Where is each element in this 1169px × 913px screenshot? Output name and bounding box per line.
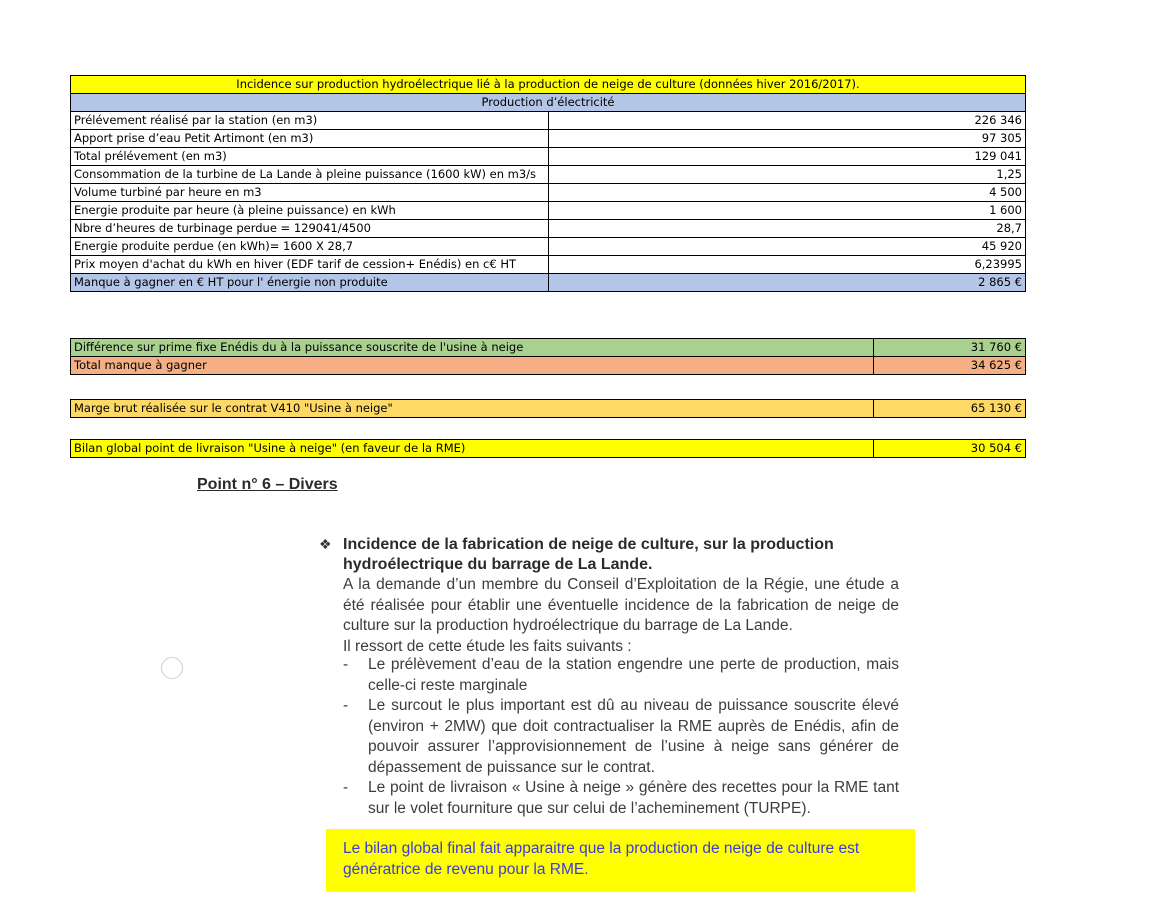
- fact-text: Le prélèvement d’eau de la station engendre une perte de production, mais celle-ci reste marginale: [368, 656, 899, 694]
- table-row: [71, 238, 1026, 256]
- marge-label: Marge brut réalisée sur le contrat V410 "Usine à neige": [71, 400, 874, 418]
- table-section-row: [71, 94, 1026, 112]
- list-item: [343, 655, 899, 696]
- sub-heading: Incidence de la fabrication de neige de culture, sur la production hydroélectrique du barrage de La Lande.: [343, 536, 834, 573]
- row-label: Nbre d’heures de turbinage perdue = 129041/4500: [71, 220, 549, 238]
- bilan-row: [71, 440, 1026, 458]
- diamond-bullet-icon: ❖: [319, 536, 332, 552]
- row-label: Prélévement réalisé par la station (en m3): [71, 112, 549, 130]
- row-value: 4 500: [548, 184, 1026, 202]
- facts-list: [343, 655, 899, 819]
- bilan-label: Bilan global point de livraison "Usine à neige" (en faveur de la RME): [71, 440, 874, 458]
- difference-row: [71, 339, 1026, 357]
- list-item: [343, 778, 899, 819]
- bilan-table: [70, 439, 1026, 458]
- row-value: 28,7: [548, 220, 1026, 238]
- marge-table: [70, 399, 1026, 418]
- row-label: Prix moyen d'achat du kWh en hiver (EDF tarif de cession+ Enédis) en c€ HT: [71, 256, 549, 274]
- total-value: 34 625 €: [874, 357, 1026, 375]
- table-title-row: [71, 76, 1026, 94]
- conclusion-text: Le bilan global final fait apparaitre que la production de neige de culture est génératrice de revenu pour la RME.: [343, 840, 860, 878]
- row-label: Energie produite par heure (à pleine puissance) en kWh: [71, 202, 549, 220]
- row-value: 6,23995: [548, 256, 1026, 274]
- table-row: [71, 130, 1026, 148]
- intro-line-2: Il ressort de cette étude les faits suivants :: [343, 637, 632, 655]
- table-row: [71, 148, 1026, 166]
- table-row: [71, 112, 1026, 130]
- dash-bullet: -: [343, 656, 349, 673]
- manque-value: 2 865 €: [548, 274, 1026, 292]
- manque-row: [71, 274, 1026, 292]
- bilan-value: 30 504 €: [874, 440, 1026, 458]
- manque-label: Manque à gagner en € HT pour l' énergie non produite: [71, 274, 549, 292]
- row-label: Energie produite perdue (en kWh)= 1600 X 28,7: [71, 238, 549, 256]
- table-row: [71, 202, 1026, 220]
- row-label: Volume turbiné par heure en m3: [71, 184, 549, 202]
- dash-bullet: -: [343, 779, 349, 796]
- row-value: 45 920: [548, 238, 1026, 256]
- row-label: Consommation de la turbine de La Lande à pleine puissance (1600 kW) en m3/s: [71, 166, 549, 184]
- table-row: [71, 256, 1026, 274]
- table-title: Incidence sur production hydroélectrique lié à la production de neige de culture (données hiver 2016/2017).: [71, 76, 1026, 94]
- difference-label: Différence sur prime fixe Enédis du à la puissance souscrite de l'usine à neige: [71, 339, 874, 357]
- marge-row: [71, 400, 1026, 418]
- fact-text: Le point de livraison « Usine à neige » génère des recettes pour la RME tant sur le volet fourniture que sur celui de l’acheminement (TURPE).: [368, 779, 899, 817]
- point-heading: Point n° 6 – Divers: [197, 476, 338, 493]
- table-row: [71, 184, 1026, 202]
- intro-text: A la demande d’un membre du Conseil d’Exploitation de la Régie, une étude a été réalisée pour établir une éventuelle incidence de la fabrication de neige de culture sur la production hydroélectrique du barrage de La Lande.: [343, 576, 899, 634]
- hydro-incidence-table: [70, 75, 1026, 292]
- list-item: [343, 696, 899, 778]
- marge-value: 65 130 €: [874, 400, 1026, 418]
- row-label: Total prélévement (en m3): [71, 148, 549, 166]
- total-label: Total manque à gagner: [71, 357, 874, 375]
- difference-table: [70, 338, 1026, 375]
- dash-bullet: -: [343, 697, 349, 714]
- total-row: [71, 357, 1026, 375]
- intro-paragraph: [343, 575, 899, 657]
- table-row: [71, 166, 1026, 184]
- conclusion-highlight: [326, 829, 915, 892]
- row-value: 129 041: [548, 148, 1026, 166]
- circle-mark-icon: [161, 657, 183, 679]
- row-value: 1,25: [548, 166, 1026, 184]
- difference-value: 31 760 €: [874, 339, 1026, 357]
- row-value: 97 305: [548, 130, 1026, 148]
- row-label: Apport prise d’eau Petit Artimont (en m3): [71, 130, 549, 148]
- row-value: 226 346: [548, 112, 1026, 130]
- fact-text: Le surcout le plus important est dû au niveau de puissance souscrite élevé (environ + 2MW) que doit contractualiser la RME auprès de Enédis, afin de pouvoir assurer l’approvisionnement de l’usine à neige sans générer de dépassement de puissance sur le contrat.: [368, 697, 899, 776]
- row-value: 1 600: [548, 202, 1026, 220]
- table-row: [71, 220, 1026, 238]
- table-section-title: Production d’électricité: [71, 94, 1026, 112]
